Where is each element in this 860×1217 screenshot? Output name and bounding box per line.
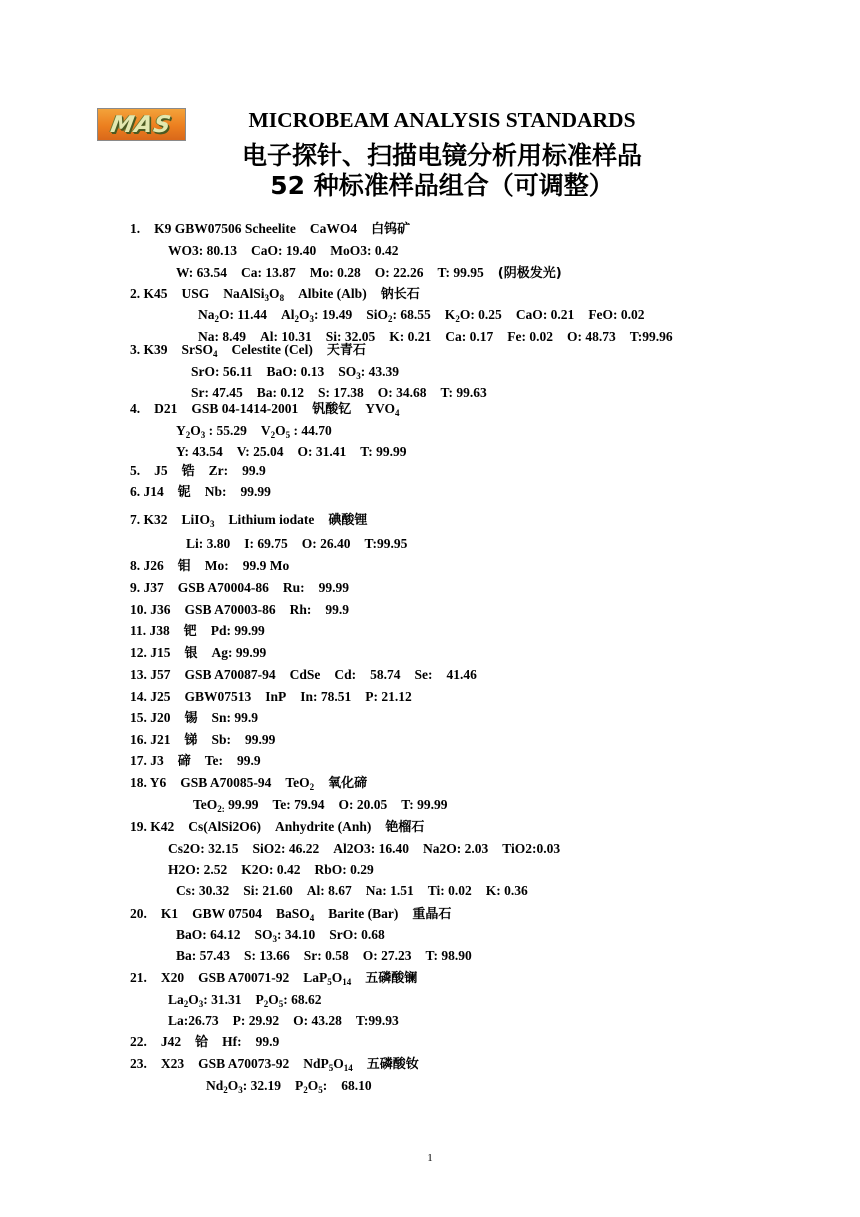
subtitle-chinese: 52 种标准样品组合（可调整） (270, 171, 614, 200)
standard-field: 1. (130, 221, 141, 236)
standard-field: $Al_2O_3$: 19.49 (281, 307, 353, 324)
standard-line (130, 401, 414, 418)
standard-line (130, 1034, 293, 1051)
standard-field: T: 99.99 (360, 444, 407, 459)
standard-field: Si: 21.60 (243, 883, 293, 898)
standard-line (193, 797, 462, 813)
standard-field: 9. J37 (130, 580, 164, 595)
standard-field: Li: 3.80 (186, 536, 231, 551)
standard-field: T:99.93 (355, 1013, 399, 1028)
standard-field: CdSe (289, 667, 321, 682)
standard-line (130, 689, 426, 705)
standard-line (168, 841, 574, 857)
standard-field: V: 25.04 (236, 444, 284, 459)
standard-line (130, 463, 280, 480)
standard-line (206, 1078, 386, 1094)
standard-field: $LaP_5O_{14}$ (303, 970, 352, 987)
standard-field: Sr: 0.58 (303, 948, 349, 963)
standard-field: 16. J21 (130, 732, 171, 747)
standard-field: TiO2:0.03 (502, 841, 561, 856)
standard-line (130, 970, 431, 987)
standard-field: $NaAlSi_3O_8$ (223, 286, 285, 303)
standard-field: T: 99.99 (401, 797, 448, 812)
standard-field: Si: 32.05 (325, 329, 376, 344)
standard-field: Pd: 99.99 (210, 623, 265, 638)
standard-field: 13. J57 (130, 667, 171, 682)
standard-field: Sn: 99.9 (211, 710, 259, 725)
standard-field: Barite (Bar) (328, 906, 399, 921)
standard-field: Te: 79.94 (272, 797, 325, 812)
standard-field: $Nd_2O_3$: 32.19 (206, 1078, 282, 1095)
standard-field: O: 43.28 (293, 1013, 342, 1028)
standard-field: Sr: 47.45 (191, 385, 243, 400)
standard-field: BaO: 0.13 (266, 364, 325, 379)
standard-field: 锆 (181, 464, 195, 479)
standard-field: $NdP_5O_{14}$ (303, 1056, 353, 1073)
standard-field: GBW07513 (184, 689, 252, 704)
standard-field: 铯榴石 (385, 820, 425, 835)
standard-field: 41.46 (446, 667, 477, 682)
standard-line (130, 710, 272, 727)
standard-field: FeO: 0.02 (588, 307, 645, 322)
standard-field: O: 26.40 (301, 536, 351, 551)
standard-field: O: 20.05 (338, 797, 388, 812)
standard-line (198, 307, 659, 323)
standard-field: T:99.96 (629, 329, 673, 344)
standard-field: Ca: 0.17 (445, 329, 494, 344)
standard-field: 99.99 (245, 732, 276, 747)
standard-line (130, 667, 491, 683)
standard-field: $P_2O_5$: 68.62 (255, 992, 322, 1009)
standard-field: O: 48.73 (567, 329, 616, 344)
standard-field: 20. (130, 906, 147, 921)
standard-line (130, 775, 381, 792)
standard-field: Te: (204, 753, 224, 768)
standard-field: Na: 1.51 (365, 883, 414, 898)
standard-field: 99.9 Mo (242, 558, 290, 573)
standard-field: 钒酸钇 (312, 402, 352, 417)
standard-field: Albite (Alb) (298, 286, 367, 301)
standard-field: 99.99 (318, 580, 350, 595)
standard-field: Zr: (208, 463, 229, 478)
standard-field: Cs: 30.32 (176, 883, 230, 898)
standard-field: Cd: (334, 667, 357, 682)
standard-line (176, 265, 576, 282)
standard-field: Y: 43.54 (176, 444, 223, 459)
standard-field: 17. J3 (130, 753, 164, 768)
standard-field: Anhydrite (Anh) (275, 819, 372, 834)
standard-field: $K_2O$: 0.25 (444, 307, 502, 324)
standard-field: 锑 (184, 733, 198, 748)
standard-field: K: 0.36 (485, 883, 528, 898)
standard-field: X23 (160, 1056, 185, 1071)
standard-field: GSB 04-1414-2001 (191, 401, 299, 416)
standard-field: 锡 (184, 711, 198, 726)
standard-field: BaSO$_4$ (276, 906, 315, 923)
standard-field: I: 69.75 (244, 536, 288, 551)
standard-field: RbO: 0.29 (314, 862, 374, 877)
standard-field: 6. J14 (130, 484, 164, 499)
standard-field: T: 99.63 (440, 385, 487, 400)
standard-field: D21 (154, 401, 178, 416)
standard-line (191, 364, 413, 380)
standard-line (186, 536, 421, 552)
standard-field: 19. K42 (130, 819, 175, 834)
standard-field: K: 0.21 (389, 329, 432, 344)
standard-field: 99.9 (255, 1034, 280, 1049)
standard-field: K1 (160, 906, 179, 921)
standard-field: P: 21.12 (365, 689, 412, 704)
standard-field: Hf: (222, 1034, 242, 1049)
standard-field: 4. (130, 401, 141, 416)
standard-field: MoO3: 0.42 (330, 243, 399, 258)
standard-line (130, 819, 438, 836)
standard-line (176, 883, 542, 899)
standard-field: S: 17.38 (318, 385, 364, 400)
standard-line (130, 342, 380, 359)
standard-line (176, 927, 399, 943)
standard-field: P: 29.92 (232, 1013, 280, 1028)
standard-field: Lithium iodate (228, 512, 315, 527)
standard-field: In: 78.51 (300, 689, 352, 704)
standard-field: $Y_2O_3$ : 55.29 (176, 423, 247, 440)
standard-field: Al: 8.67 (306, 883, 352, 898)
standard-field: USG (181, 286, 210, 301)
standard-field: (阴极发光) (497, 266, 562, 281)
standard-field: Ba: 57.43 (176, 948, 230, 963)
title-english: MICROBEAM ANALYSIS STANDARDS (248, 108, 636, 132)
standard-field: S: 13.66 (244, 948, 290, 963)
standard-field: O: 31.41 (297, 444, 347, 459)
standard-line (176, 948, 486, 964)
standard-field: GSB A70087-94 (184, 667, 276, 682)
standard-field: 22. (130, 1034, 147, 1049)
standard-field: GSB A70003-86 (184, 602, 276, 617)
standard-field: Ru: (282, 580, 305, 595)
standard-field: Nb: (204, 484, 227, 499)
standard-field: 11. J38 (130, 623, 170, 638)
standard-line (130, 623, 279, 640)
standard-field: Al2O3: 16.40 (333, 841, 410, 856)
standard-line (130, 645, 280, 662)
standard-field: Ca: 13.87 (241, 265, 296, 280)
standard-field: X20 (160, 970, 185, 985)
standard-field: Mo: 0.28 (309, 265, 361, 280)
standard-field: GSB A70004-86 (177, 580, 269, 595)
standard-field: TeO$_{2:}$ 99.99 (193, 797, 259, 814)
standard-field: 14. J25 (130, 689, 171, 704)
standard-field: 白钨矿 (371, 222, 411, 237)
standard-field: 58.74 (370, 667, 401, 682)
standard-field: Mo: (204, 558, 229, 573)
standard-field: $YVO_4$ (365, 401, 400, 418)
standard-field: 23. (130, 1056, 147, 1071)
standard-field: O: 22.26 (374, 265, 424, 280)
standard-line (130, 602, 363, 618)
standard-line (130, 580, 363, 596)
standard-field: Celestite (Cel) (231, 342, 313, 357)
standard-field: 铌 (177, 485, 191, 500)
standard-field: Sb: (211, 732, 232, 747)
standard-field: 99.9 (237, 753, 261, 768)
standard-line (130, 512, 381, 529)
standard-field: SrO: 56.11 (191, 364, 253, 379)
standard-field: $SO_3$: 34.10 (254, 927, 316, 944)
standard-field: Ag: 99.99 (211, 645, 267, 660)
standard-field: Rh: (289, 602, 312, 617)
standard-field: 99.99 (240, 484, 271, 499)
standard-field: GSB A70071-92 (198, 970, 290, 985)
standard-field: 21. (130, 970, 147, 985)
standard-field: 钯 (183, 624, 197, 639)
title-chinese: 电子探针、扫描电镜分析用标准样品 (241, 141, 642, 170)
standard-field: 钼 (177, 559, 191, 574)
standard-line (168, 1013, 413, 1029)
standard-field: $P_2O_5$: (295, 1078, 328, 1095)
standard-field: 15. J20 (130, 710, 171, 725)
standard-line (130, 484, 285, 501)
standard-field: K9 GBW07506 Scheelite (154, 221, 296, 236)
standard-field: $Na_2O$: 11.44 (198, 307, 268, 324)
standard-field: T: 99.95 (437, 265, 484, 280)
standard-field: H2O: 2.52 (168, 862, 228, 877)
standard-line (130, 221, 424, 238)
standard-field: Al: 10.31 (260, 329, 312, 344)
standard-field: WO3: 80.13 (168, 243, 237, 258)
standard-field: W: 63.54 (176, 265, 228, 280)
standard-field: 99.9 (325, 602, 350, 617)
standard-field: BaO: 64.12 (176, 927, 241, 942)
standard-line (176, 423, 346, 439)
standard-field: LiIO$_3$ (181, 512, 215, 529)
standard-field: O: 27.23 (362, 948, 412, 963)
standard-field: 钠长石 (380, 287, 420, 302)
standard-field: 碲 (177, 754, 191, 769)
standard-line (191, 385, 501, 401)
standard-field: Cs2O: 32.15 (168, 841, 239, 856)
standard-line (176, 444, 421, 460)
standard-field: 天青石 (326, 343, 366, 358)
standard-field: Se: (414, 667, 433, 682)
standard-field: 2. K45 (130, 286, 168, 301)
standard-line (130, 732, 289, 749)
standard-field: T: 98.90 (425, 948, 472, 963)
standard-line (130, 1056, 433, 1073)
standard-field: 五磷酸镧 (365, 971, 418, 986)
standard-field: GSB A70073-92 (198, 1056, 290, 1071)
standard-field: $SO_3$: 43.39 (338, 364, 400, 381)
standard-line (130, 906, 465, 923)
standard-line (130, 286, 434, 303)
standard-line (168, 243, 413, 259)
standard-field: CaWO4 (309, 221, 358, 236)
standard-field: 12. J15 (130, 645, 171, 660)
standard-field: 8. J26 (130, 558, 164, 573)
standard-field: 10. J36 (130, 602, 171, 617)
standard-field: 68.10 (341, 1078, 372, 1093)
standard-field: GSB A70085-94 (180, 775, 272, 790)
standard-field: Na: 8.49 (198, 329, 246, 344)
standard-field: Ba: 0.12 (256, 385, 304, 400)
standard-line (168, 992, 336, 1008)
page-number: 1 (427, 1152, 433, 1164)
standard-field: O: 34.68 (377, 385, 427, 400)
standard-field: J5 (154, 463, 168, 478)
standard-field: GBW 07504 (192, 906, 263, 921)
standard-field: 18. Y6 (130, 775, 167, 790)
standard-field: Fe: 0.02 (507, 329, 553, 344)
standard-field: 7. K32 (130, 512, 168, 527)
standard-field: 5. (130, 463, 141, 478)
mas-logo-text: MAS (109, 111, 174, 138)
standard-field: 铪 (195, 1035, 209, 1050)
standard-field: TeO$_2$ (285, 775, 315, 792)
standard-field: 3. K39 (130, 342, 168, 357)
standard-field: CaO: 19.40 (251, 243, 317, 258)
standard-field: J42 (160, 1034, 182, 1049)
standard-line (168, 862, 388, 878)
standard-field: Ti: 0.02 (427, 883, 472, 898)
standard-field: T:99.95 (364, 536, 408, 551)
standard-field: La:26.73 (168, 1013, 219, 1028)
standard-field: 99.9 (242, 463, 266, 478)
standard-line (130, 753, 275, 770)
standard-field: 五磷酸钕 (366, 1057, 419, 1072)
standard-field: $V_2O_5$ : 44.70 (260, 423, 332, 440)
standard-field: SiO2: 46.22 (252, 841, 320, 856)
standard-field: SiO$_2$: 68.55 (366, 307, 431, 324)
standard-field: 重晶石 (412, 907, 452, 922)
standard-field: Na2O: 2.03 (423, 841, 489, 856)
standard-field: SrO: 0.68 (329, 927, 385, 942)
standard-field: SrSO$_4$ (181, 342, 218, 359)
standard-field: 银 (184, 646, 198, 661)
standard-field: K2O: 0.42 (241, 862, 301, 877)
standard-field: InP (265, 689, 287, 704)
standard-field: 碘酸锂 (328, 513, 368, 528)
standard-field: Cs(AlSi2O6) (188, 819, 262, 834)
standard-field: 氧化碲 (328, 776, 368, 791)
standard-field: CaO: 0.21 (515, 307, 575, 322)
standard-line (130, 558, 303, 575)
standard-field: $La_2O_3$: 31.31 (168, 992, 242, 1009)
